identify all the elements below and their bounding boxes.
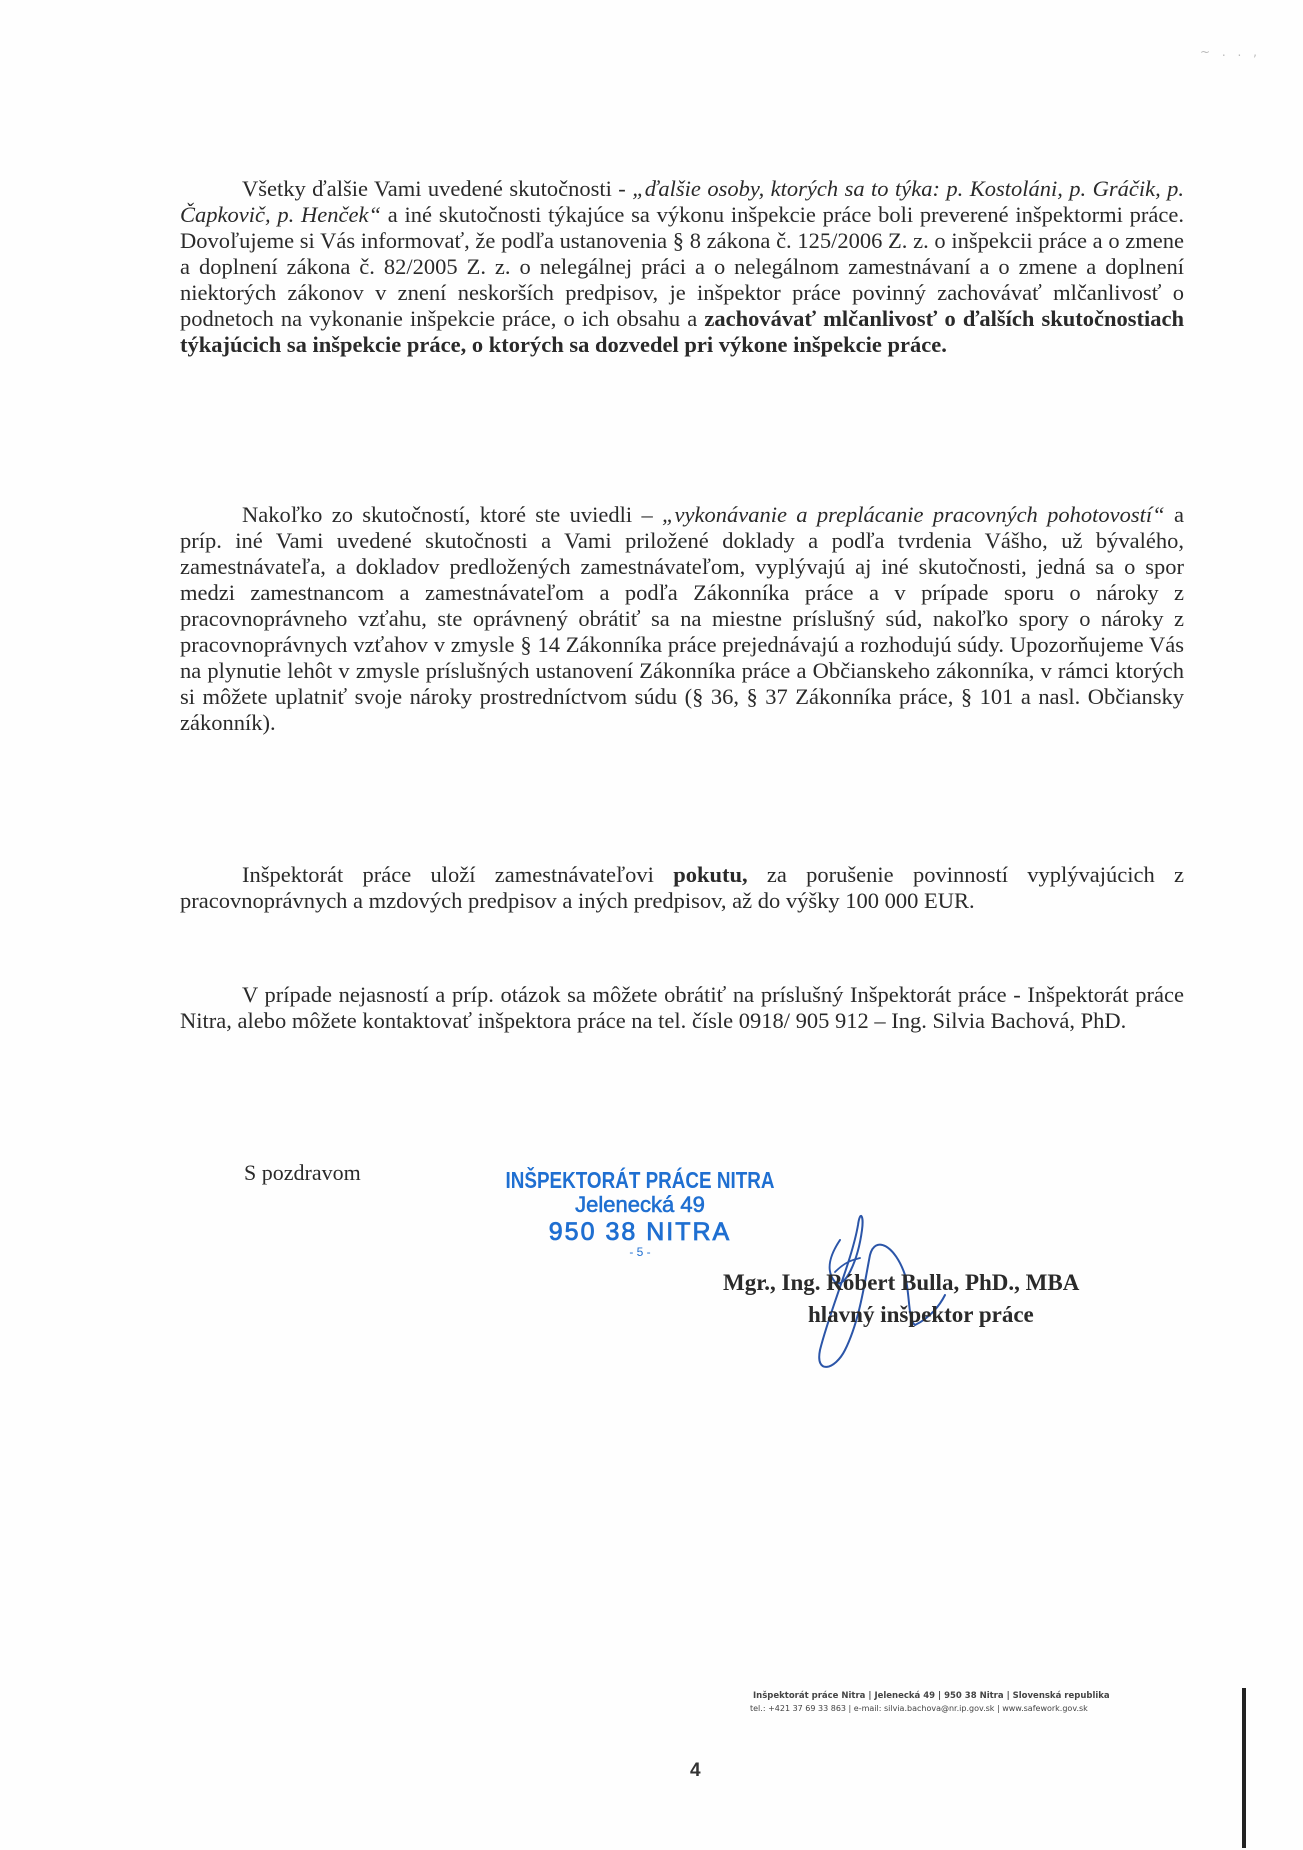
paragraph-text: a príp. iné Vami uvedené skutočnosti a Vami priložené doklady a podľa tvrdenia Vášho, už bývalého, zamestnávateľa, a dokladov predložených zamestnávateľom, vyplývajú aj iné skutočnosti, jedná sa o spor medzi zamestnancom a zamestnávateľom a podľa Zákonníka práce a v prípade sporu o nároky z pracovnoprávneho vzťahu, ste oprávnený obrátiť sa na miestne príslušný súd, nakoľko spory o nároky z pracovnoprávnych vzťahov v zmysle § 14 Zákonníka práce prejednávajú a rozhodujú súdy. Upozorňujeme Vás na plynutie lehôt v zmysle príslušných ustanovení Zákonníka práce a Občianskeho zákonníka, v rámci ktorých si môžete uplatniť svoje nároky prostredníctvom súdu (§ 36, § 37 Zákonníka práce, § 101 a nasl. Občiansky zákonník).: [180, 502, 1184, 735]
paragraph-lead: Inšpektorát práce uloží zamestnávateľovi: [242, 862, 674, 887]
letterhead-footer: [750, 1691, 1230, 1713]
page-number: 4: [690, 1760, 701, 1781]
stamp-office-name: INŠPEKTORÁT PRÁCE NITRA: [505, 1167, 775, 1193]
paragraph-dispute: [180, 502, 1184, 736]
paragraph-contact: [180, 982, 1184, 1034]
paragraph-text: za porušenie povinností vyplývajúcich z pracovnoprávnych a mzdových predpisov a iných predpisov, až do výšky 100 000 EUR.: [180, 862, 1185, 913]
signatory-name: Mgr., Ing. Róbert Bulla, PhD., MBA: [723, 1270, 1080, 1295]
stamp-street: Jelenecká 49: [575, 1192, 705, 1217]
footer-address: Inšpektorát práce Nitra | Jelenecká 49 | 950 38 Nitra | Slovenská republika: [753, 1691, 1110, 1701]
paragraph-text: a iné skutočnosti týkajúce sa výkonu inšpekcie práce boli preverené inšpektormi práce. Dovoľujeme si Vás informovať, že podľa ustanovenia § 8 zákona č. 125/2006 Z. z. o inšpekcii práce a o zmene a doplnení zákona č. 82/2005 Z. z. o nelegálnej práci a o nelegálnom zamestnávaní a o zmene a doplnení niektorých zákonov v znení neskorších predpisov, je inšpektor práce povinný zachovávať mlčanlivosť o podnetoch na vykonanie inšpekcie práce, o ich obsahu a: [180, 202, 1184, 331]
paragraph-text: V prípade nejasností a príp. otázok sa môžete obrátiť na príslušný Inšpektorát práce - Inšpektorát práce Nitra, alebo môžete kontaktovať inšpektora práce na tel. čísle 0918/ 905 912 – Ing. Silvia Bachová, PhD.: [180, 982, 1184, 1033]
quoted-subject: „vykonávanie a preplácanie pracovných pohotovostí“: [662, 502, 1165, 527]
paragraph-lead: Všetky ďalšie Vami uvedené skutočnosti -: [242, 176, 633, 201]
quoted-persons: „ďalšie osoby, ktorých sa to týka: p. Kostoláni, p. Gráčik, p. Čapkovič, p. Henček“: [180, 176, 1185, 227]
office-stamp: [455, 1168, 825, 1258]
stamp-city: 950 38 NITRA: [548, 1218, 732, 1246]
paragraph-lead: Nakoľko zo skutočností, ktoré ste uviedli –: [242, 502, 663, 527]
confidentiality-emphasis: zachovávať mlčanlivosť o ďalších skutočnostiach týkajúcich sa inšpekcie práce, o ktorých sa dozvedel pri výkone inšpekcie práce.: [180, 306, 1184, 357]
paragraph-confidentiality: [180, 176, 1184, 358]
footer-contact: tel.: +421 37 69 33 863 | e-mail: silvia.bachova@nr.ip.gov.sk | www.safework.gov.sk: [750, 1704, 1088, 1713]
stamp-number: - 5 -: [629, 1245, 651, 1259]
scan-artifact: ~ . . ,: [1200, 45, 1261, 59]
signatory-title: hlavný inšpektor práce: [808, 1302, 1034, 1327]
fine-emphasis: pokutu,: [673, 862, 748, 887]
closing-greeting: S pozdravom: [244, 1160, 361, 1185]
paragraph-fine: [180, 862, 1184, 914]
footer-divider: [1242, 1688, 1246, 1848]
